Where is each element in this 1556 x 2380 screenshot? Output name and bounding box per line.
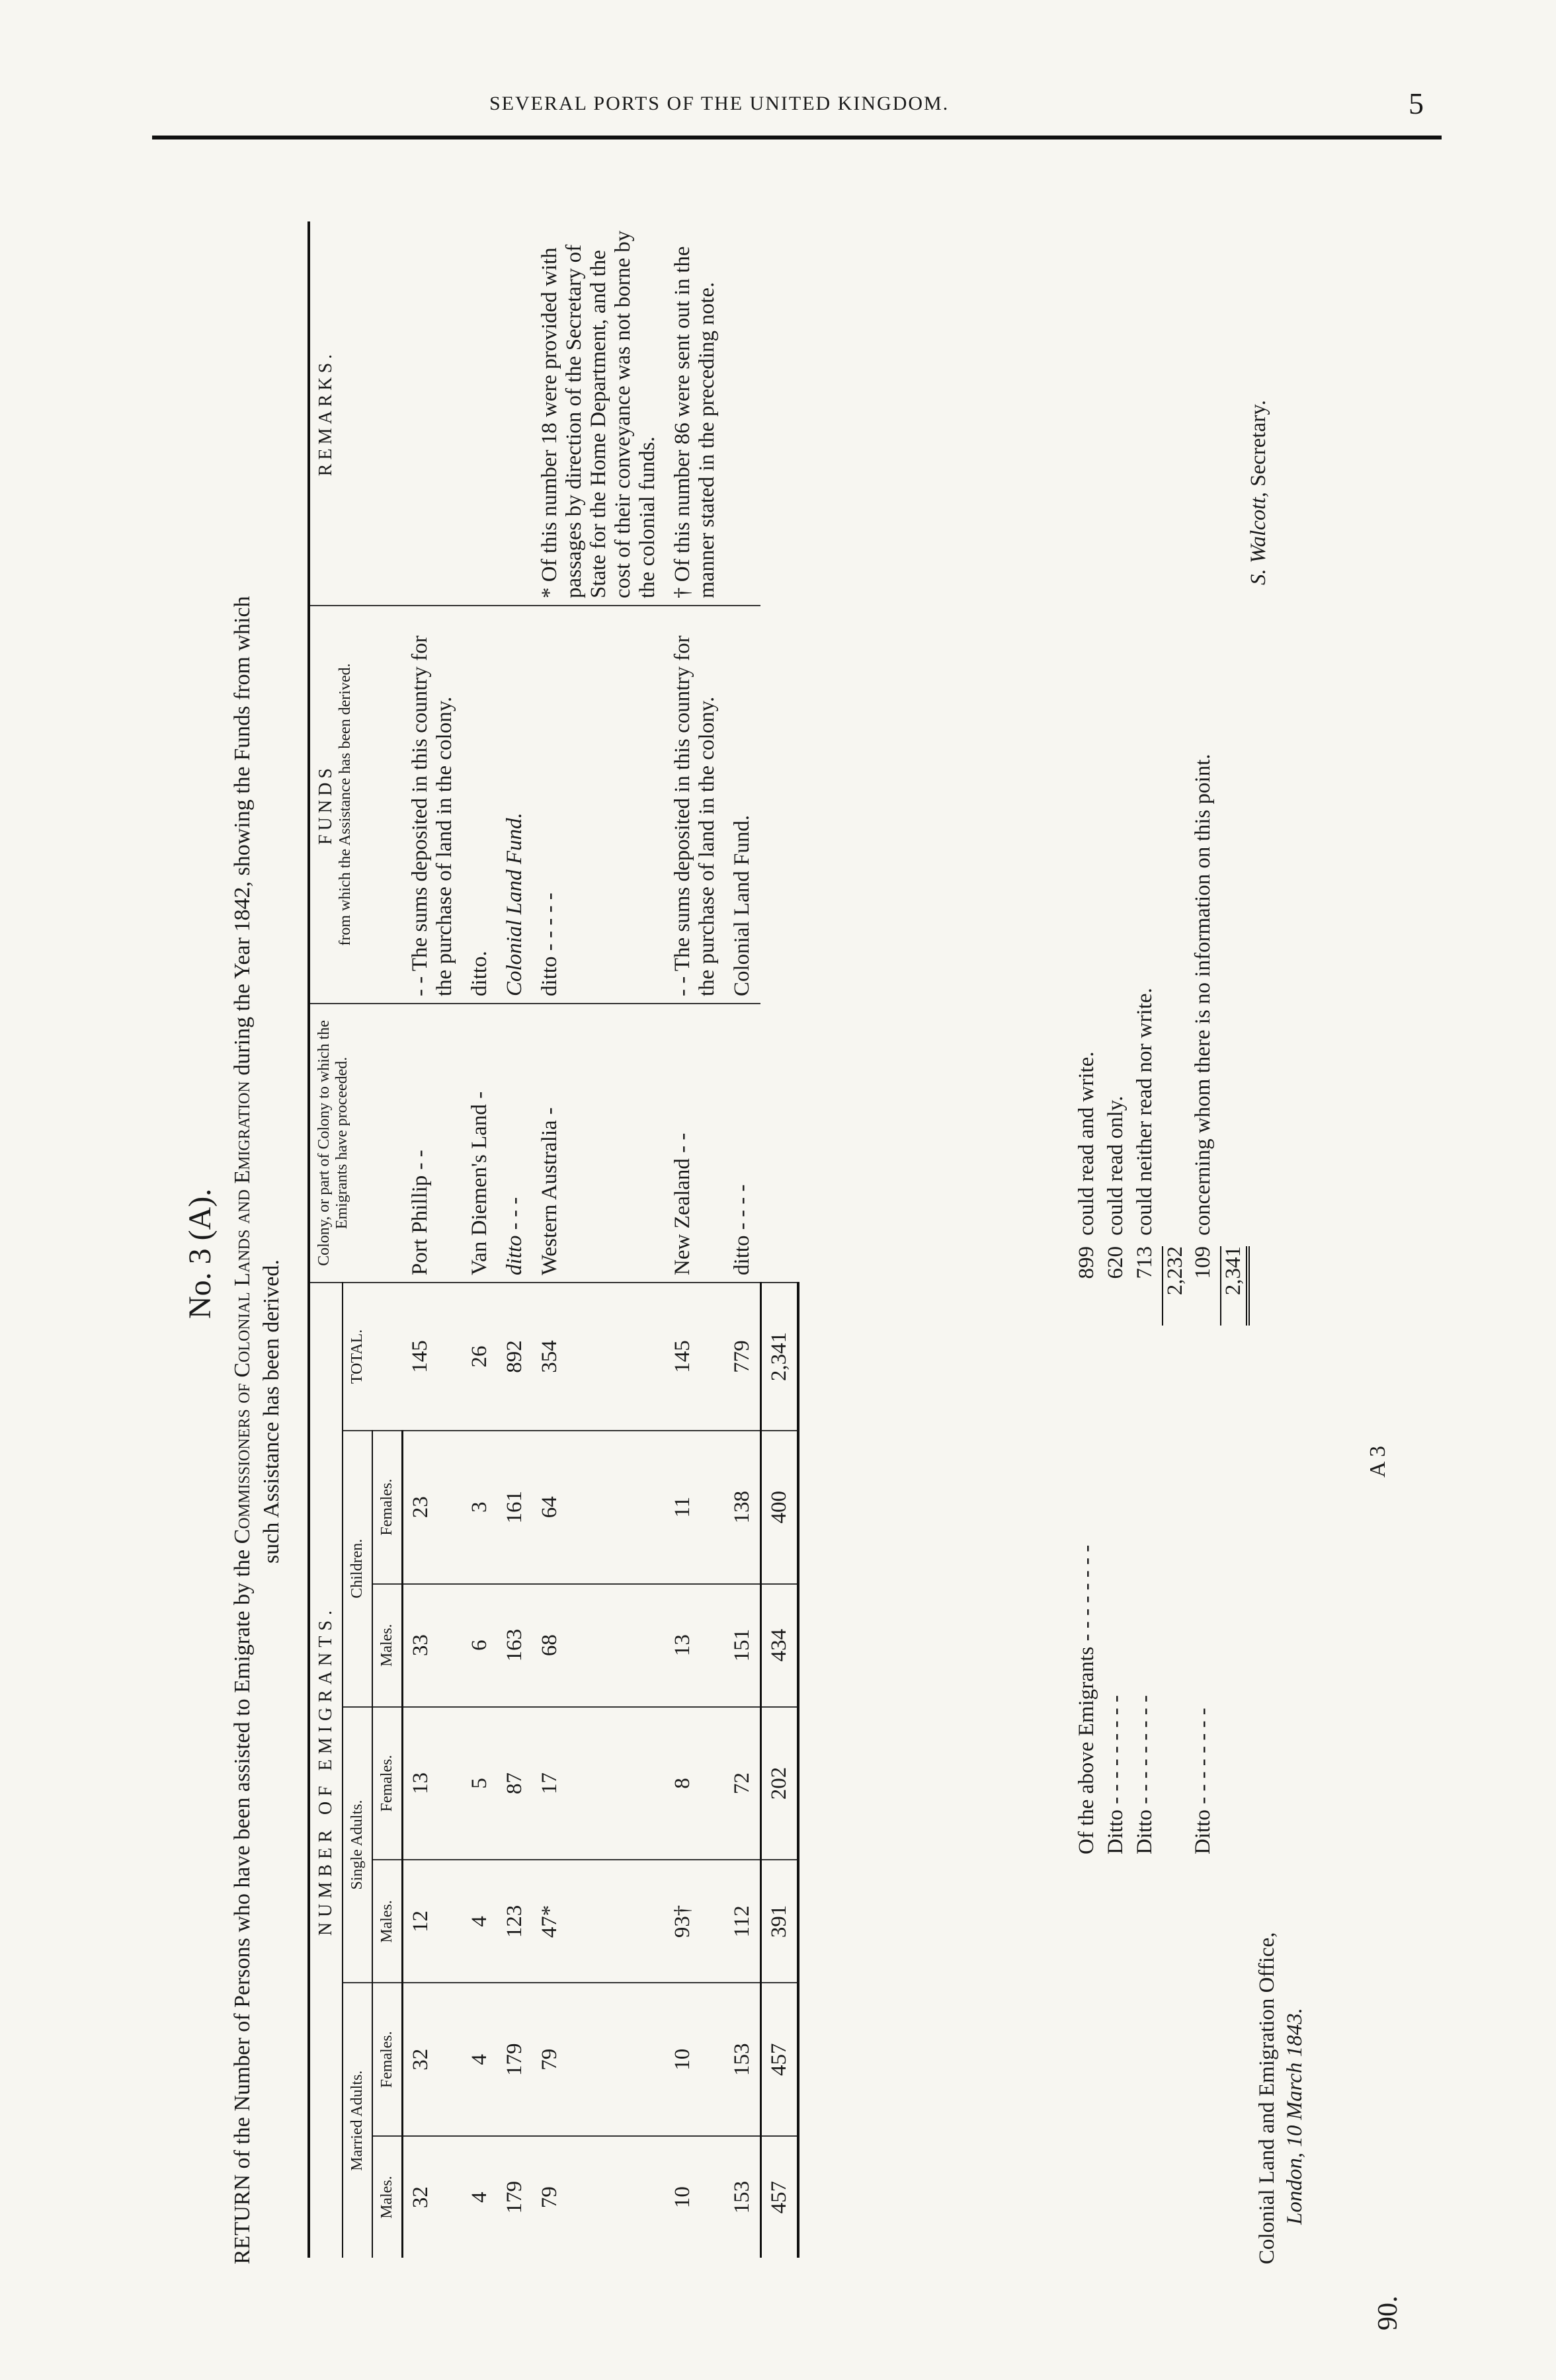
single-females-cell: 8 <box>665 1707 725 1860</box>
single-females-cell: 13 <box>403 1707 462 1860</box>
total-cell: 145 <box>403 1283 462 1431</box>
header-total: TOTAL. <box>343 1283 403 1431</box>
table-row <box>725 221 761 2258</box>
married-males-cell: 10 <box>665 2136 725 2258</box>
header-married-adults: Married Adults. <box>343 1983 372 2258</box>
single-females-cell: 17 <box>532 1707 665 1860</box>
title-tail: during the Year 1842, showing the Funds from which <box>230 596 255 1076</box>
running-title: SEVERAL PORTS OF THE UNITED KINGDOM. <box>489 93 950 114</box>
summary-total-line <box>1220 754 1249 1854</box>
children-males-cell: 6 <box>462 1584 497 1707</box>
total-cell: 354 <box>532 1283 665 1431</box>
header-married-females: Females. <box>372 1983 403 2136</box>
children-females-cell: 138 <box>725 1431 761 1584</box>
totals-row <box>760 221 798 2258</box>
summary-line <box>1075 754 1104 1854</box>
colony-cell: ditto - - - - <box>725 1004 761 1283</box>
married-females-cell: 32 <box>403 1983 462 2136</box>
single-females-cell: 72 <box>725 1707 761 1860</box>
remarks-cell <box>497 221 532 606</box>
header-single-adults: Single Adults. <box>343 1707 372 1983</box>
children-males-cell: 33 <box>403 1584 462 1707</box>
summary-line <box>1133 754 1162 1854</box>
children-females-cell: 23 <box>403 1431 462 1584</box>
office-name: Colonial Land and Emigration Office, <box>1255 1932 1279 2264</box>
document-title <box>228 215 286 2264</box>
children-males-cell: 13 <box>665 1584 725 1707</box>
married-males-cell: 79 <box>532 2136 665 2258</box>
total-married-males: 457 <box>760 2136 798 2258</box>
rotated-return-sheet <box>162 175 1418 2330</box>
married-females-cell: 179 <box>497 1983 532 2136</box>
header-rule <box>152 136 1442 139</box>
children-females-cell: 11 <box>665 1431 725 1584</box>
remarks-cell: * Of this number 18 were provided with passages by direction of the Secretary of State for the Home Department, and the cost of their conveyance was not borne by the colonial funds. <box>537 230 659 598</box>
total-cell: 892 <box>497 1283 532 1431</box>
summary-line <box>1104 754 1133 1854</box>
summary-value: 620 <box>1104 1246 1127 1279</box>
table-row <box>665 221 725 2258</box>
remarks-cell: † Of this number 86 were sent out in the manner stated in the preceding note. <box>670 246 719 598</box>
total-cell: 145 <box>665 1283 725 1431</box>
header-funds <box>309 606 403 1004</box>
single-males-cell: 93† <box>665 1860 725 1983</box>
colony-cell: Port Phillip - - <box>403 1004 462 1283</box>
summary-line <box>1191 754 1220 1854</box>
signatory-name: S. Walcott, <box>1247 492 1270 585</box>
total-cell: 26 <box>462 1283 497 1431</box>
header-single-females: Females. <box>372 1707 403 1860</box>
children-males-cell: 68 <box>532 1584 665 1707</box>
summary-desc: could read and write. <box>1075 1051 1098 1236</box>
children-males-cell: 151 <box>725 1584 761 1707</box>
header-children: Children. <box>343 1431 372 1707</box>
signature <box>1247 400 1271 585</box>
remarks-cell <box>462 221 497 606</box>
header-single-males: Males. <box>372 1860 403 1983</box>
summary-desc: could read only. <box>1104 1095 1127 1236</box>
funds-cell: ditto - - - - - <box>532 606 665 1004</box>
married-females-cell: 10 <box>665 1983 725 2136</box>
page-number: 5 <box>1409 87 1424 120</box>
single-males-cell: 47* <box>532 1860 665 1983</box>
colony-cell: ditto - - - <box>497 1004 532 1283</box>
remarks-cell <box>403 221 462 606</box>
empty-cell <box>760 606 798 1004</box>
summary-value: 713 <box>1133 1246 1157 1279</box>
summary-label: Ditto - - - - - - - - <box>1191 1708 1215 1854</box>
total-single-females: 202 <box>760 1707 798 1860</box>
signature-mark: A 3 <box>1366 1445 1390 1478</box>
empty-cell <box>760 221 798 606</box>
total-cell: 779 <box>725 1283 761 1431</box>
children-females-cell: 3 <box>462 1431 497 1584</box>
summary-value: 109 <box>1191 1246 1215 1279</box>
grand-total: 2,341 <box>760 1283 798 1431</box>
married-females-cell: 153 <box>725 1983 761 2136</box>
summary-subtotal: 2,232 <box>1162 1246 1188 1326</box>
children-females-cell: 64 <box>532 1431 665 1584</box>
total-single-males: 391 <box>760 1860 798 1983</box>
title-lead: RETURN of the Number of Persons who have been assisted to Emigrate by the <box>230 1549 255 2264</box>
literacy-summary <box>1075 754 1249 1854</box>
office-date: London, 10 March 1843. <box>1283 2008 1307 2225</box>
signatory-role: Secretary. <box>1247 400 1270 487</box>
married-males-cell: 153 <box>725 2136 761 2258</box>
married-females-cell: 4 <box>462 1983 497 2136</box>
summary-desc: could neither read nor write. <box>1133 988 1157 1236</box>
title-commissioners: Commissioners of Colonial Lands and Emigration <box>230 1081 255 1544</box>
header-children-males: Males. <box>372 1584 403 1707</box>
colony-cell: New Zealand - - <box>665 1004 725 1283</box>
total-married-females: 457 <box>760 1983 798 2136</box>
summary-value: 899 <box>1075 1246 1098 1279</box>
single-males-cell: 112 <box>725 1860 761 1983</box>
children-females-cell: 161 <box>497 1431 532 1584</box>
single-males-cell: 123 <box>497 1860 532 1983</box>
summary-desc: concerning whom there is no information on this point. <box>1191 754 1215 1236</box>
summary-label: Ditto - - - - - - - - - <box>1133 1695 1157 1854</box>
header-remarks: REMARKS. <box>309 221 403 606</box>
colony-cell: Western Australia - <box>532 1004 665 1283</box>
emigrants-table <box>307 221 799 2258</box>
funds-cell: - - The sums deposited in this country for the purchase of land in the colony. <box>665 606 725 1004</box>
married-males-cell: 32 <box>403 2136 462 2258</box>
total-children-females: 400 <box>760 1431 798 1584</box>
table-row <box>462 221 497 2258</box>
header-funds-title: FUNDS <box>315 764 336 845</box>
single-males-cell: 4 <box>462 1860 497 1983</box>
header-number-of-emigrants: NUMBER OF EMIGRANTS. <box>309 1283 343 2258</box>
married-females-cell: 79 <box>532 1983 665 2136</box>
married-males-cell: 4 <box>462 2136 497 2258</box>
header-children-females: Females. <box>372 1431 403 1584</box>
table-row <box>497 221 532 2258</box>
table-row <box>403 221 462 2258</box>
table-row <box>532 221 665 2258</box>
document-number: No. 3 (A). <box>183 1188 218 1319</box>
header-funds-sub: from which the Assistance has been derived. <box>337 663 354 946</box>
summary-label: Of the above Emigrants - - - - - - - - <box>1075 1544 1098 1854</box>
single-males-cell: 12 <box>403 1860 462 1983</box>
funds-cell: - - The sums deposited in this country for the purchase of land in the colony. <box>403 606 462 1004</box>
total-children-males: 434 <box>760 1584 798 1707</box>
empty-cell <box>760 1004 798 1283</box>
title-line2: such Assistance has been derived. <box>259 1259 284 1564</box>
funds-cell: Colonial Land Fund. <box>497 606 532 1004</box>
single-females-cell: 5 <box>462 1707 497 1860</box>
married-males-cell: 179 <box>497 2136 532 2258</box>
funds-cell: Colonial Land Fund. <box>725 606 761 1004</box>
header-colony: Colony, or part of Colony to which the Emigrants have proceeded. <box>309 1004 403 1283</box>
summary-grand-total: 2,341 <box>1220 1246 1250 1326</box>
remarks-cell <box>725 221 761 606</box>
funds-cell: ditto. <box>462 606 497 1004</box>
folio-number: 90. <box>1373 2295 1403 2330</box>
header-married-males: Males. <box>372 2136 403 2258</box>
summary-label: Ditto - - - - - - - - - <box>1104 1695 1127 1854</box>
colony-cell: Van Diemen's Land - <box>462 1004 497 1283</box>
single-females-cell: 87 <box>497 1707 532 1860</box>
summary-subtotal-line <box>1162 754 1191 1854</box>
children-males-cell: 163 <box>497 1584 532 1707</box>
office-address <box>1253 1932 1309 2264</box>
